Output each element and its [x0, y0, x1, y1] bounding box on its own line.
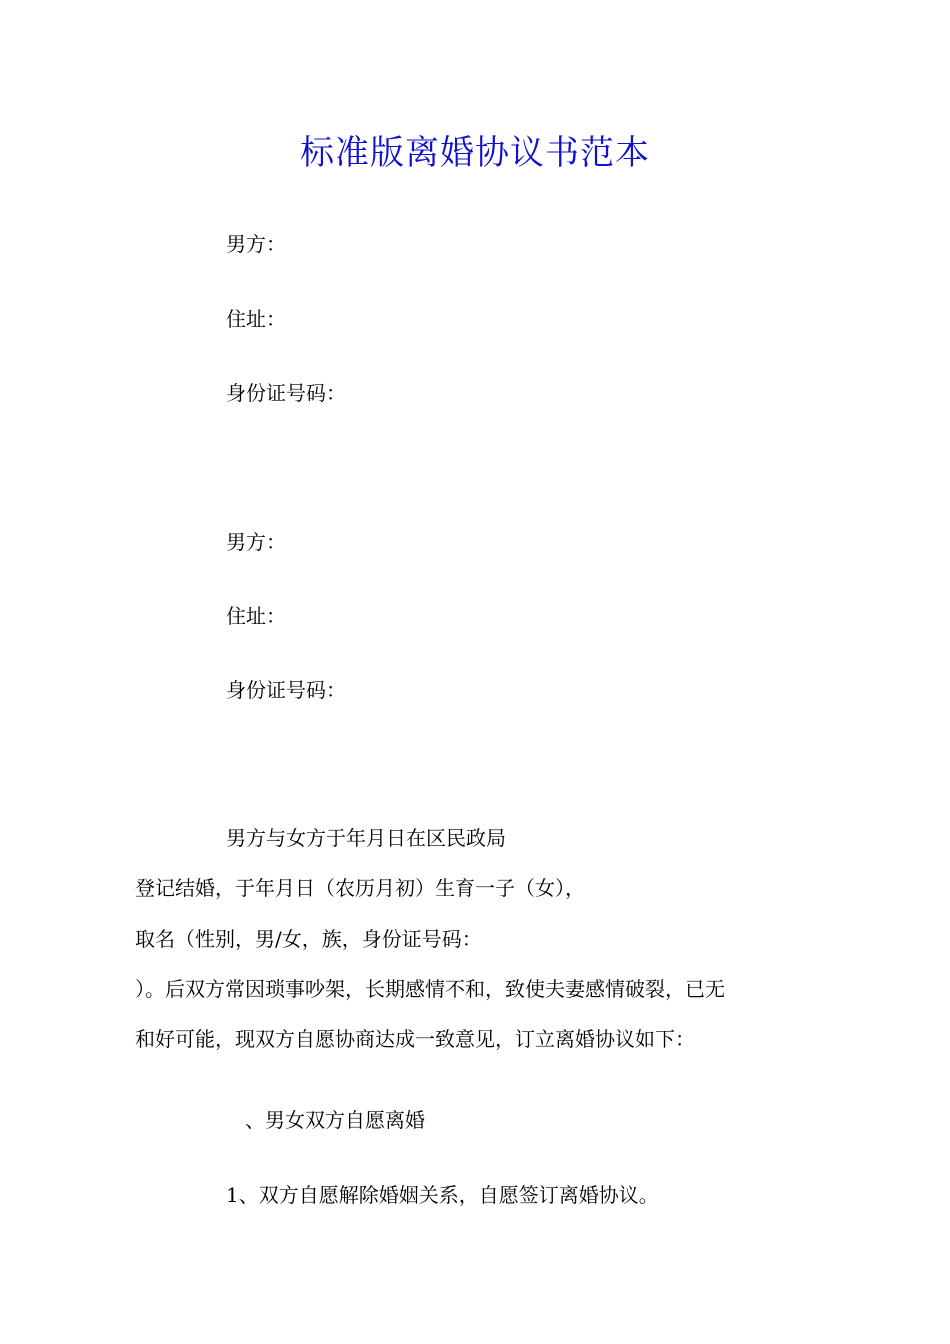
document-title: 标准版离婚协议书范本 [300, 133, 650, 173]
intro-line-5: 和好可能，现双方自愿协商达成一致意见，订立离婚协议如下： [135, 1027, 695, 1051]
party-a-address-label: 住址： [226, 307, 286, 331]
party-a-id-label: 身份证号码： [226, 381, 346, 405]
section-1-heading: 、男女双方自愿离婚 [245, 1108, 425, 1132]
party-b-id-label: 身份证号码： [226, 678, 346, 702]
intro-line-1: 男方与女方于年月日在区民政局 [226, 826, 506, 850]
party-b-address-label: 住址： [226, 604, 286, 628]
intro-line-4: ）。后双方常因琐事吵架，长期感情不和，致使夫妻感情破裂，已无 [135, 977, 725, 1001]
intro-line-3: 取名（性别，男/女，族，身份证号码： [135, 927, 482, 951]
party-b-name-label: 男方： [226, 530, 286, 554]
party-a-name-label: 男方： [226, 232, 286, 256]
clause-1: 1、双方自愿解除婚姻关系，自愿签订离婚协议。 [226, 1183, 659, 1207]
intro-line-2: 登记结婚，于年月日（农历月初）生育一子（女）， [135, 876, 585, 900]
